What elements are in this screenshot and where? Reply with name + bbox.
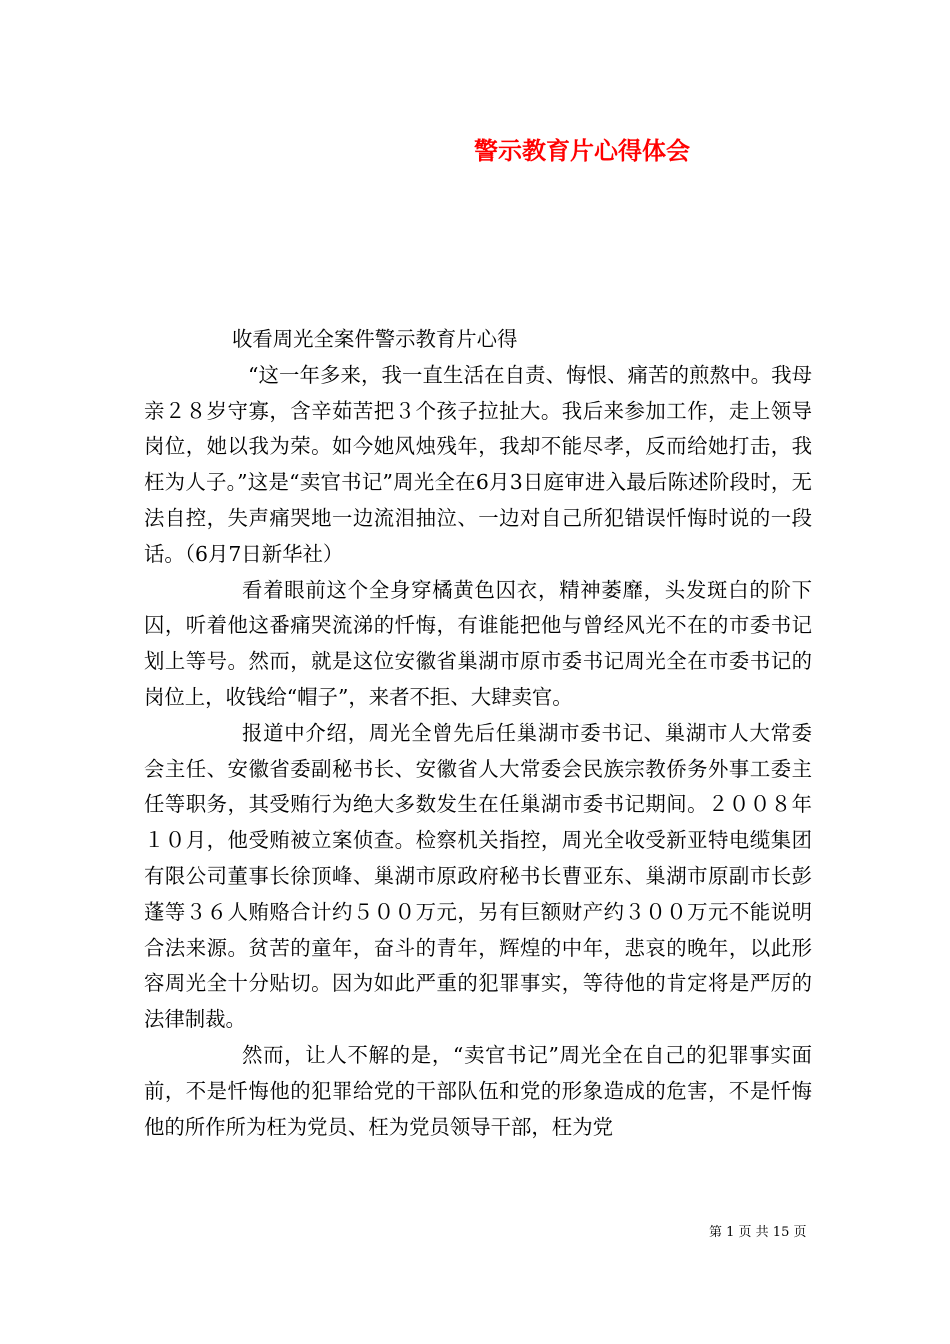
page-number-footer: 第 1 页 共 15 页 xyxy=(709,1225,807,1240)
paragraph-2: 看着眼前这个全身穿橘黄色囚衣，精神萎靡，头发斑白的阶下囚，听着他这番痛哭流涕的忏悔，有谁能把他与曾经风光不在的市委书记划上等号。然而，就是这位安徽省巢湖市原市委书记周光全在市委书记的岗位上，收钱给“帽子”，来者不拒、大肆卖官。 xyxy=(144,577,812,709)
paragraph-3: 报道中介绍，周光全曾先后任巢湖市委书记、巢湖市人大常委会主任、安徽省委副秘书长、安徽省人大常委会民族宗教侨务外事工委主任等职务，其受贿行为绝大多数发生在任巢湖市委书记期间。２００８年１０月，他受贿被立案侦查。检察机关指控，周光全收受新亚特电缆集团有限公司董事长徐顶峰、巢湖市原政府秘书长曹亚东、巢湖市原副市长彭蓬等３６人贿赂合计约５００万元，另有巨额财产约３００万元不能说明合法来源。贫苦的童年，奋斗的青年，辉煌的中年，悲哀的晚年，以此形容周光全十分贴切。因为如此严重的犯罪事实，等待他的肯定将是严厉的法律制裁。 xyxy=(144,720,812,1032)
paragraph-1: “这一年多来，我一直生活在自责、悔恨、痛苦的煎熬中。我母亲２８岁守寡，含辛茹苦把３个孩子拉扯大。我后来参加工作，走上领导岗位，她以我为荣。如今她风烛残年，我却不能尽孝，反而给她打击，我枉为人子。”这是“卖官书记”周光全在6月3日庭审进入最后陈述阶段时，无法自控，失声痛哭地一边流泪抽泣、一边对自己所犯错误忏悔时说的一段话。（6月7日新华社） xyxy=(144,362,812,566)
document-body xyxy=(144,322,812,1145)
subtitle: 收看周光全案件警示教育片心得 xyxy=(232,327,518,351)
paragraph-4: 然而，让人不解的是，“卖官书记”周光全在自己的犯罪事实面前，不是忏悔他的犯罪给党的干部队伍和党的形象造成的危害，不是忏悔他的所作所为枉为党员、枉为党员领导干部，枉为党 xyxy=(144,1042,812,1139)
document-title: 警示教育片心得体会 xyxy=(474,136,690,165)
